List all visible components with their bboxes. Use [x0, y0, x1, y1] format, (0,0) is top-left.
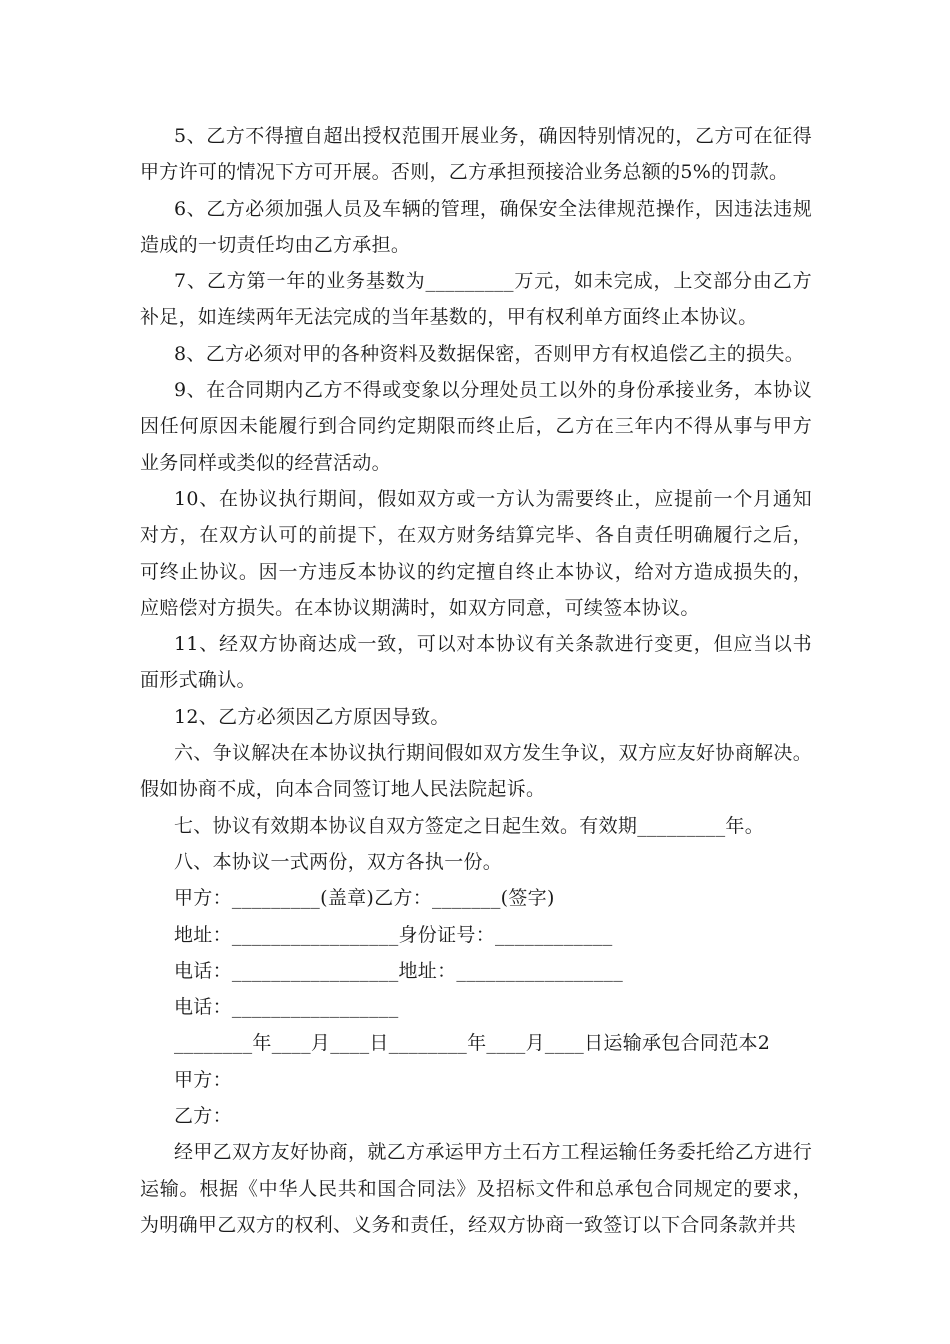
signature-phone-line-2: 电话：_________________: [174, 996, 399, 1019]
clause-9: 9、在合同期内乙方不得或变象以分理处员工以外的身份承接业务，本协议因任何原因未能履行到合同约定期限而终止后，乙方在三年内不得从事与甲方业务同样或类似的经营活动。: [140, 379, 812, 474]
section-validity-period: 七、协议有效期本协议自双方签定之日起生效。有效期_________年。: [174, 814, 765, 837]
party-a-label: 甲方：: [174, 1068, 232, 1091]
signature-date-line: ________年____月____日________年____月____日运输承包合同范本2: [174, 1032, 771, 1055]
clause-8: 8、乙方必须对甲的各种资料及数据保密，否则甲方有权追偿乙主的损失。: [174, 342, 804, 365]
signature-address-line: 地址：_________________身份证号：____________: [174, 923, 613, 946]
clause-7: 7、乙方第一年的业务基数为_________万元，如未完成，上交部分由乙方补足，如连续两年无法完成的当年基数的，甲有权利单方面终止本协议。: [140, 270, 812, 329]
party-b-label: 乙方：: [174, 1105, 232, 1128]
document-body: [140, 118, 812, 1243]
contract-preamble: 经甲乙双方友好协商，就乙方承运甲方土石方工程运输任务委托给乙方进行运输。根据《中华人民共和国合同法》及招标文件和总承包合同规定的要求，为明确甲乙双方的权利、义务和责任，经双方协商一致签订以下合同条款并共: [140, 1141, 812, 1236]
clause-10: 10、在协议执行期间，假如双方或一方认为需要终止，应提前一个月通知对方，在双方认可的前提下，在双方财务结算完毕、各自责任明确履行之后，可终止协议。因一方违反本协议的约定擅自终止本协议，给对方造成损失的，应赔偿对方损失。在本协议期满时，如双方同意，可续签本协议。: [140, 487, 812, 619]
section-dispute-resolution: 六、争议解决在本协议执行期间假如双方发生争议，双方应友好协商解决。假如协商不成，向本合同签订地人民法院起诉。: [140, 742, 812, 801]
signature-party-line: 甲方：_________(盖章)乙方：_______(签字): [174, 887, 555, 910]
clause-11: 11、经双方协商达成一致，可以对本协议有关条款进行变更，但应当以书面形式确认。: [140, 633, 812, 692]
signature-phone-line: 电话：_________________地址：_________________: [174, 959, 623, 982]
section-copies: 八、本协议一式两份，双方各执一份。: [174, 850, 503, 873]
clause-12: 12、乙方必须因乙方原因导致。: [174, 705, 450, 728]
clause-6: 6、乙方必须加强人员及车辆的管理，确保安全法律规范操作，因违法违规造成的一切责任均由乙方承担。: [140, 197, 812, 256]
clause-5: 5、乙方不得擅自超出授权范围开展业务，确因特别情况的，乙方可在征得甲方许可的情况下方可开展。否则，乙方承担预接洽业务总额的5%的罚款。: [140, 125, 812, 184]
